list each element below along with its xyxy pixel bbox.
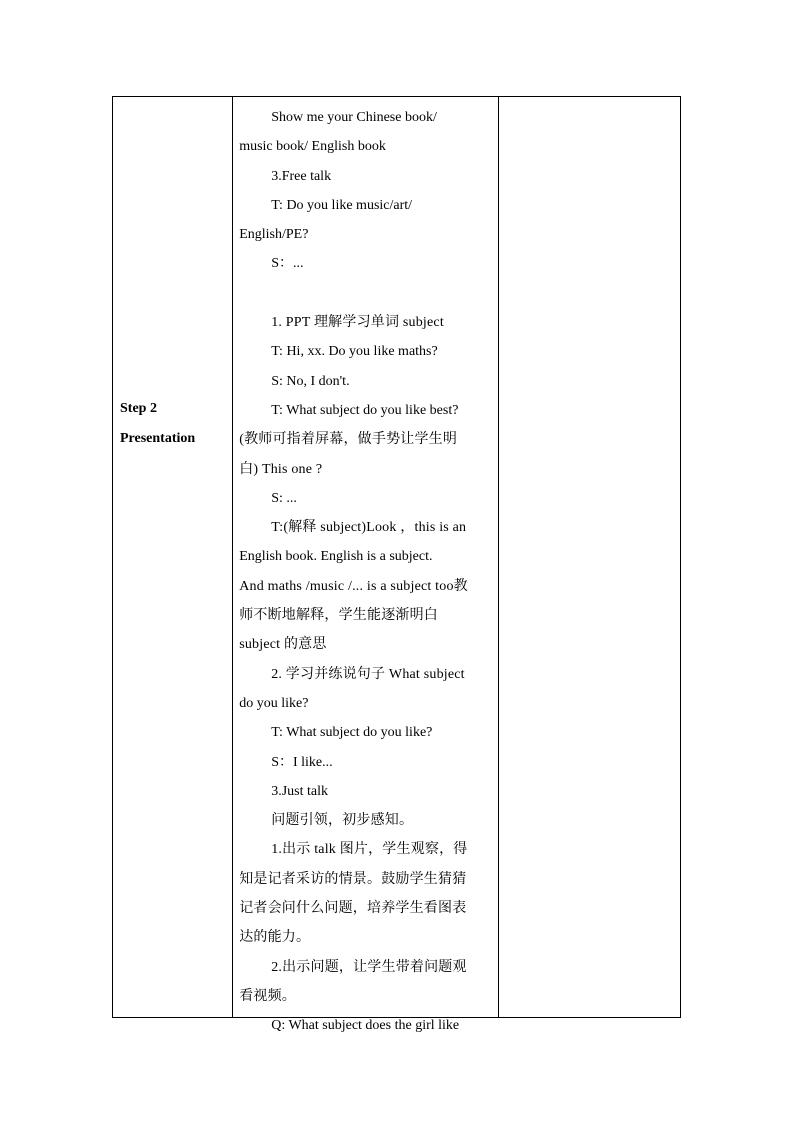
text-line: 白) This one ? [239,461,323,477]
text-line: 2. 学习并练说句子 What subject [271,666,465,682]
text-line: S: ... [271,490,297,506]
procedure-text [239,103,493,1041]
text-line: do you like? [239,695,309,711]
text-line: English/PE? [239,227,309,243]
text-line: T: Do you like music/art/ [271,197,413,213]
text-line: Show me your Chinese book/ [271,110,437,125]
text-line: 1. PPT 理解学习单词 subject [271,315,444,331]
text-line: English book. English is a subject. [239,549,433,565]
text-line: S：... [271,256,304,272]
text-line: S：I like... [271,754,333,770]
procedure-cell [233,97,498,1034]
text-line: 达的能力。 [239,930,311,946]
text-line: (教师可指着屏幕，做手势让学生明 [239,432,458,448]
text-line: And maths /music /... is a subject too教 [239,578,468,594]
text-line: 2.出示问题，让学生带着问题观 [271,959,467,975]
text-line: subject 的意思 [239,637,327,653]
text-line: S: No, I don't. [271,373,350,389]
step-title: Presentation [120,430,196,446]
text-line: 问题引领，初步感知。 [271,813,414,829]
text-line: 3.Just talk [271,783,328,799]
text-line: 知是记者采访的情景。鼓励学生猜猜 [239,871,467,887]
text-line: T: What subject do you like? [271,725,433,741]
text-line: Q: What subject does the girl like [271,1018,460,1034]
blank-line [239,279,493,308]
text-line: 1.出示 talk 图片，学生观察，得 [271,842,468,858]
text-line: 记者会问什么问题，培养学生看图表 [239,901,467,917]
table-row [113,97,681,1018]
text-line: T: Hi, xx. Do you like maths? [271,344,438,360]
text-line: music book/ English book [239,139,386,155]
notes-cell [498,97,680,1018]
text-line: T: What subject do you like best? [271,402,459,418]
lesson-plan-table [112,96,681,1034]
step-number: Step 2 [120,401,157,416]
text-line: 3.Free talk [271,168,332,184]
step-cell [113,97,233,1018]
step-label [120,394,195,453]
text-line: T:(解释 subject)Look ，this is an [271,520,467,536]
text-line: 看视频。 [239,988,297,1004]
text-line: 师不断地解释，学生能逐渐明白 [239,608,439,624]
